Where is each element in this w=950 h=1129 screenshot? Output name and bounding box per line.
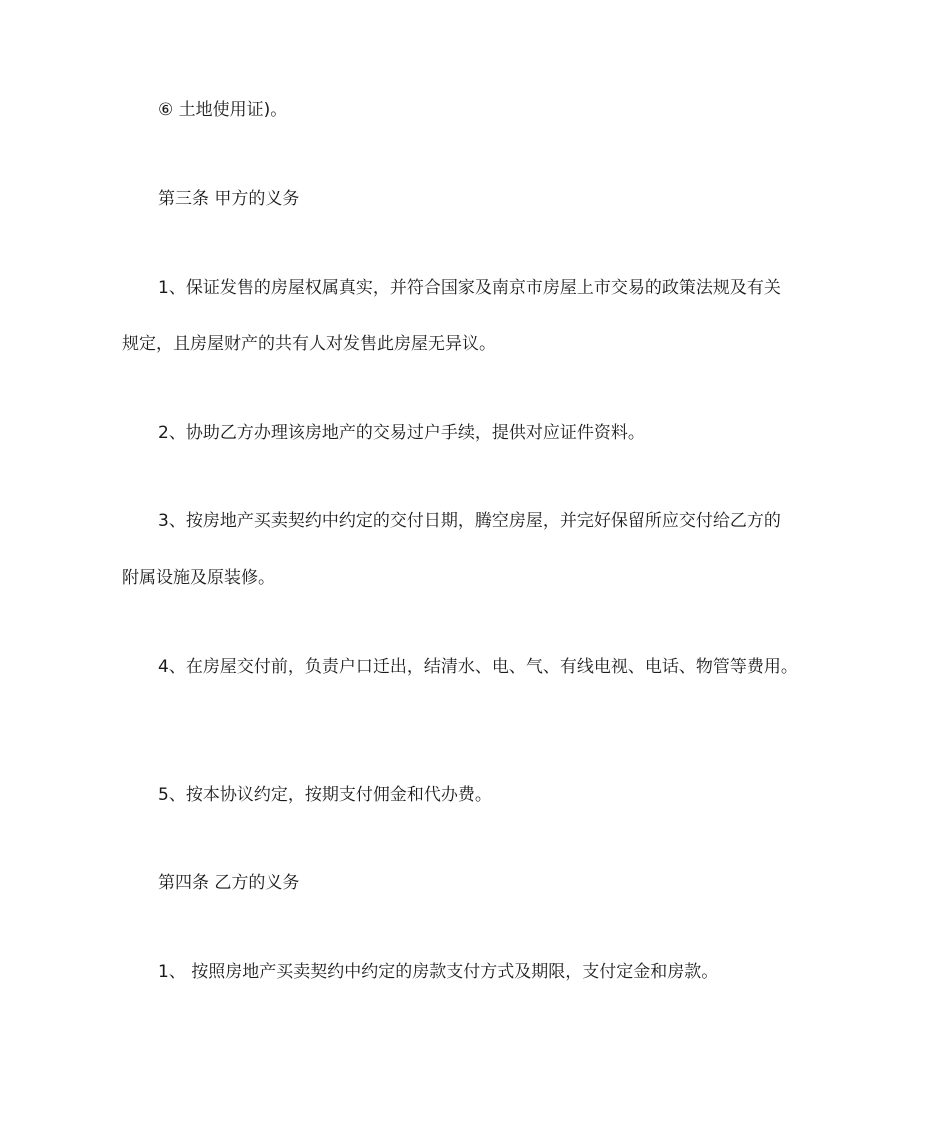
party-a-duty-3-line-2: 附属设施及原装修。 [122, 568, 275, 588]
party-a-duty-4: 4、在房屋交付前，负责户口迁出，结清水、电、气、有线电视、电话、物管等费用。 [158, 657, 798, 677]
party-a-duty-1-line-2: 规定，且房屋财产的共有人对发售此房屋无异议。 [122, 334, 496, 354]
party-a-duty-5: 5、按本协议约定，按期支付佣金和代办费。 [158, 785, 492, 805]
clause-3-document-item: ⑥ 土地使用证)。 [158, 100, 288, 120]
article-4-heading: 第四条 乙方的义务 [158, 873, 300, 893]
party-a-duty-2: 2、协助乙方办理该房地产的交易过户手续，提供对应证件资料。 [158, 423, 645, 443]
party-b-duty-1: 1、 按照房地产买卖契约中约定的房款支付方式及期限，支付定金和房款。 [158, 962, 719, 982]
party-a-duty-1-line-1: 1、保证发售的房屋权属真实，并符合国家及南京市房屋上市交易的政策法规及有关 [158, 278, 781, 298]
article-3-heading: 第三条 甲方的义务 [158, 189, 300, 209]
party-a-duty-3-line-1: 3、按房地产买卖契约中约定的交付日期，腾空房屋，并完好保留所应交付给乙方的 [158, 511, 781, 531]
